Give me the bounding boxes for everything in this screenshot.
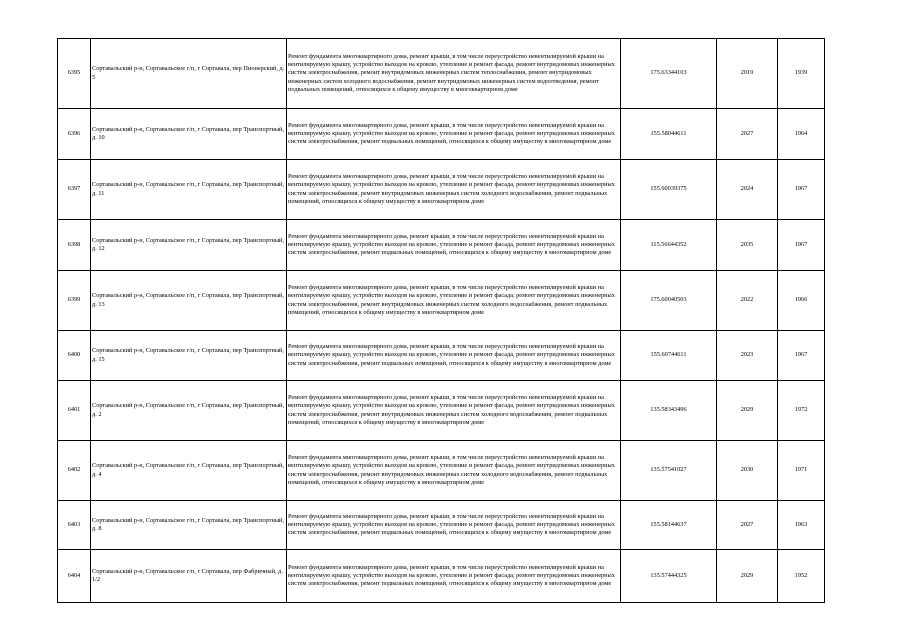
area-cell: 155.58144637 (621, 501, 717, 550)
address-cell: Сортавальский р-н, Сортавальское г/п, г Сортавала, пер Транспортный, д. 4 (91, 441, 287, 501)
plan-year-cell: 2027 (717, 501, 778, 550)
works-cell: Ремонт фундамента многоквартирного дома, ремонт крыши, в том числе переустройство невентилируемой крыши на вентилируемую крышу, устройство выходов на кровлю, утепление и ремонт фасада, ремонт внутридомовых инженерных систем электроснабжения, ремонт внутридомовых инженерных систем холодного водоснабжения, ремонт подвальных помещений, относящихся к общему имуществу в многоквартирном доме (287, 381, 621, 441)
plan-year-cell: 2024 (717, 160, 778, 220)
table-row (58, 109, 825, 160)
works-cell: Ремонт фундамента многоквартирного дома, ремонт крыши, в том числе переустройство невентилируемой крыши на вентилируемую крышу, устройство выходов на кровлю, утепление и ремонт фасада, ремонт внутридомовых инженерных систем электроснабжения, ремонт внутридомовых инженерных систем холодного водоснабжения, ремонт подвальных помещений, относящихся к общему имуществу в многоквартирном доме (287, 271, 621, 331)
built-year-cell: 1966 (778, 271, 825, 331)
built-year-cell: 1939 (778, 39, 825, 109)
row-number-cell: 6397 (58, 160, 91, 220)
table-row (58, 271, 825, 331)
address-cell: Сортавальский р-н, Сортавальское г/п, г Сортавала, пер Транспортный, д. 10 (91, 109, 287, 160)
built-year-cell: 1972 (778, 381, 825, 441)
table-row (58, 331, 825, 381)
area-cell: 175.60040503 (621, 271, 717, 331)
row-number-cell: 6396 (58, 109, 91, 160)
row-number-cell: 6399 (58, 271, 91, 331)
row-number-cell: 6398 (58, 220, 91, 271)
address-cell: Сортавальский р-н, Сортавальское г/п, г Сортавала, пер Транспортный, д. 13 (91, 271, 287, 331)
area-cell: 135.58343496 (621, 381, 717, 441)
plan-year-cell: 2029 (717, 381, 778, 441)
address-cell: Сортавальский р-н, Сортавальское г/п, г Сортавала, пер Транспортный, д. 15 (91, 331, 287, 381)
row-number-cell: 6404 (58, 550, 91, 603)
row-number-cell: 6400 (58, 331, 91, 381)
address-cell: Сортавальский р-н, Сортавальское г/п, г Сортавала, пер Пионерский, д. 5 (91, 39, 287, 109)
works-cell: Ремонт фундамента многоквартирного дома, ремонт крыши, в том числе переустройство невентилируемой крыши на вентилируемую крышу, устройство выходов на кровлю, утепление и ремонт фасада, ремонт внутридомовых инженерных систем электроснабжения, ремонт внутридомовых инженерных систем теплоснабжения, ремонт внутридомовых инженерных систем холодного водоснабжения, ремонт внутридомовых инженерных систем водоотведения, ремонт подвальных помещений, относящихся к общему имуществу в многоквартирном доме (287, 39, 621, 109)
row-number-cell: 6401 (58, 381, 91, 441)
works-cell: Ремонт фундамента многоквартирного дома, ремонт крыши, в том числе переустройство невентилируемой крыши на вентилируемую крышу, устройство выходов на кровлю, утепление и ремонт фасада, ремонт внутридомовых инженерных систем электроснабжения, ремонт подвальных помещений, относящихся к общему имуществу в многоквартирном доме (287, 501, 621, 550)
built-year-cell: 1967 (778, 220, 825, 271)
works-cell: Ремонт фундамента многоквартирного дома, ремонт крыши, в том числе переустройство невентилируемой крыши на вентилируемую крышу, устройство выходов на кровлю, утепление и ремонт фасада, ремонт внутридомовых инженерных систем электроснабжения, ремонт подвальных помещений, относящихся к общему имуществу в многоквартирном доме (287, 331, 621, 381)
plan-year-cell: 2027 (717, 109, 778, 160)
table-row (58, 441, 825, 501)
address-cell: Сортавальский р-н, Сортавальское г/п, г Сортавала, пер Фабричный, д. 1/2 (91, 550, 287, 603)
built-year-cell: 1963 (778, 501, 825, 550)
works-cell: Ремонт фундамента многоквартирного дома, ремонт крыши, в том числе переустройство невентилируемой крыши на вентилируемую крышу, устройство выходов на кровлю, утепление и ремонт фасада, ремонт внутридомовых инженерных систем электроснабжения, ремонт внутридомовых инженерных систем холодного водоснабжения, ремонт подвальных помещений, относящихся к общему имуществу в многоквартирном доме (287, 160, 621, 220)
plan-year-cell: 2023 (717, 331, 778, 381)
table-row (58, 501, 825, 550)
area-cell: 135.57541027 (621, 441, 717, 501)
capital-repair-table (57, 38, 825, 603)
table-row (58, 39, 825, 109)
table-row (58, 220, 825, 271)
area-cell: 175.63344103 (621, 39, 717, 109)
built-year-cell: 1964 (778, 109, 825, 160)
row-number-cell: 6395 (58, 39, 91, 109)
built-year-cell: 1967 (778, 331, 825, 381)
table-row (58, 160, 825, 220)
area-cell: 135.57444325 (621, 550, 717, 603)
works-cell: Ремонт фундамента многоквартирного дома, ремонт крыши, в том числе переустройство невентилируемой крыши на вентилируемую крышу, устройство выходов на кровлю, утепление и ремонт фасада, ремонт внутридомовых инженерных систем электроснабжения, ремонт внутридомовых инженерных систем холодного водоснабжения, ремонт подвальных помещений, относящихся к общему имуществу в многоквартирном доме (287, 441, 621, 501)
row-number-cell: 6402 (58, 441, 91, 501)
address-cell: Сортавальский р-н, Сортавальское г/п, г Сортавала, пер Транспортный, д. 11 (91, 160, 287, 220)
built-year-cell: 1971 (778, 441, 825, 501)
table-row (58, 550, 825, 603)
area-cell: 155.58044611 (621, 109, 717, 160)
row-number-cell: 6403 (58, 501, 91, 550)
area-cell: 115.56644352 (621, 220, 717, 271)
table-row (58, 381, 825, 441)
works-cell: Ремонт фундамента многоквартирного дома, ремонт крыши, в том числе переустройство невентилируемой крыши на вентилируемую крышу, устройство выходов на кровлю, утепление и ремонт фасада, ремонт внутридомовых инженерных систем электроснабжения, ремонт подвальных помещений, относящихся к общему имуществу в многоквартирном доме (287, 109, 621, 160)
plan-year-cell: 2019 (717, 39, 778, 109)
plan-year-cell: 2035 (717, 220, 778, 271)
address-cell: Сортавальский р-н, Сортавальское г/п, г Сортавала, пер Транспортный, д. 8 (91, 501, 287, 550)
plan-year-cell: 2022 (717, 271, 778, 331)
works-cell: Ремонт фундамента многоквартирного дома, ремонт крыши, в том числе переустройство невентилируемой крыши на вентилируемую крышу, устройство выходов на кровлю, утепление и ремонт фасада, ремонт внутридомовых инженерных систем электроснабжения, ремонт подвальных помещений, относящихся к общему имуществу в многоквартирном доме (287, 550, 621, 603)
works-cell: Ремонт фундамента многоквартирного дома, ремонт крыши, в том числе переустройство невентилируемой крыши на вентилируемую крышу, устройство выходов на кровлю, утепление и ремонт фасада, ремонт внутридомовых инженерных систем электроснабжения, ремонт подвальных помещений, относящихся к общему имуществу в многоквартирном доме (287, 220, 621, 271)
area-cell: 155.60744611 (621, 331, 717, 381)
built-year-cell: 1967 (778, 160, 825, 220)
plan-year-cell: 2029 (717, 550, 778, 603)
address-cell: Сортавальский р-н, Сортавальское г/п, г Сортавала, пер Транспортный, д. 2 (91, 381, 287, 441)
plan-year-cell: 2030 (717, 441, 778, 501)
address-cell: Сортавальский р-н, Сортавальское г/п, г Сортавала, пер Транспортный, д. 12 (91, 220, 287, 271)
built-year-cell: 1952 (778, 550, 825, 603)
area-cell: 155.60039375 (621, 160, 717, 220)
